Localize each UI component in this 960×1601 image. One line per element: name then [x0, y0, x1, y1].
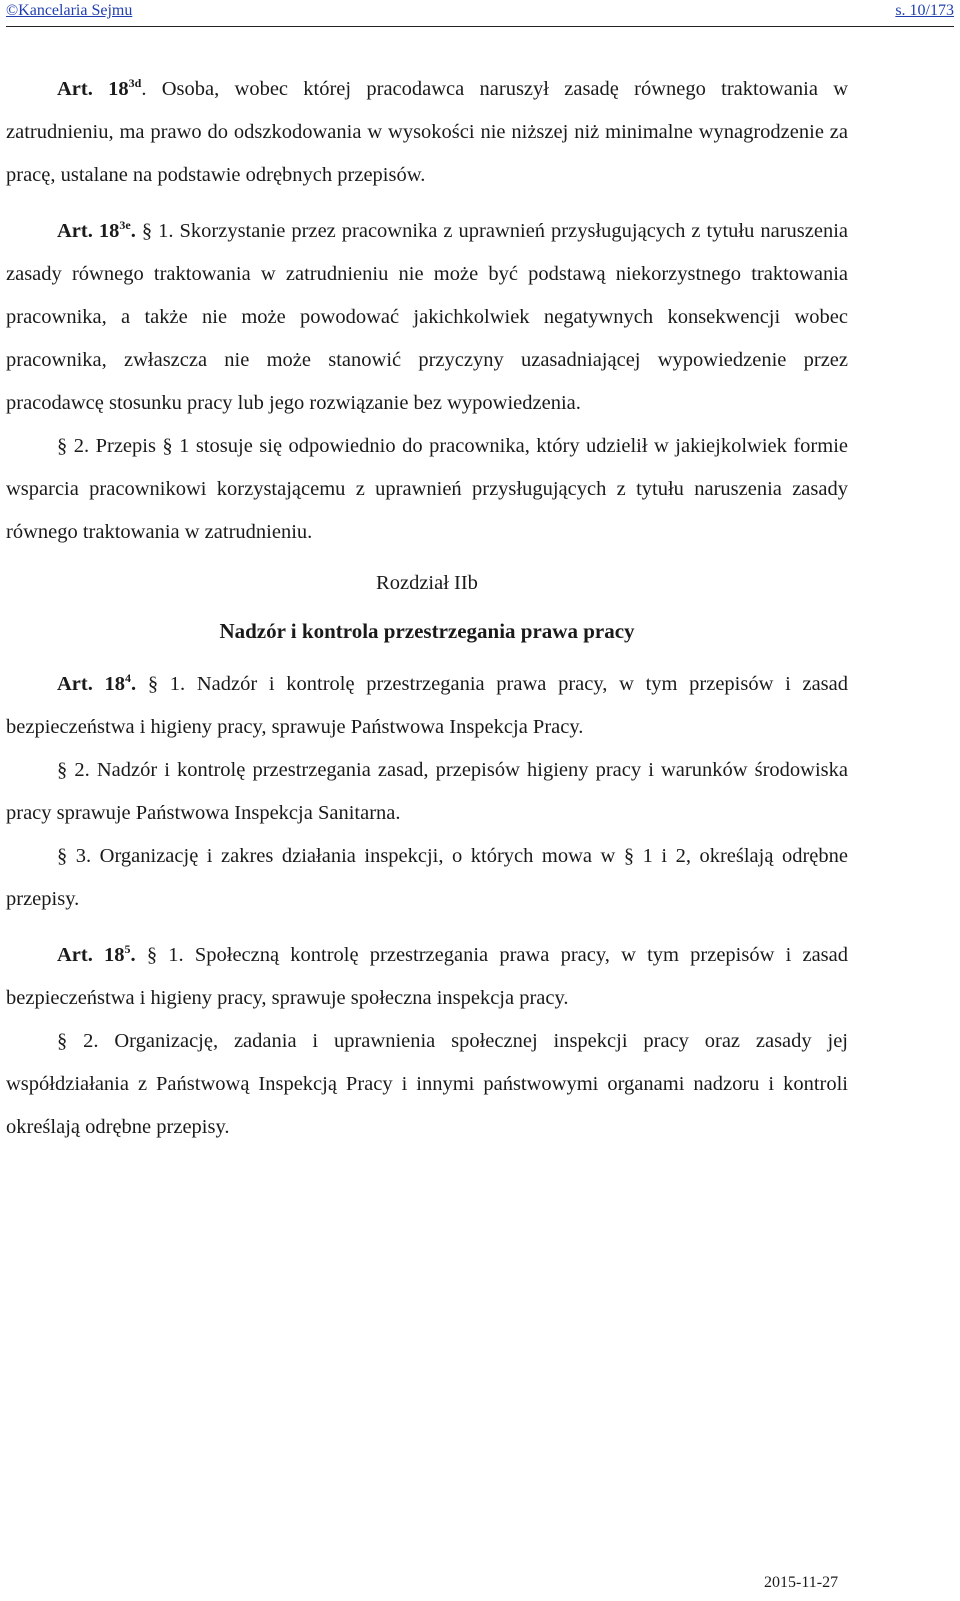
paragraph-text: § 1. Skorzystanie przez pracownika z uprawnień przysługujących z tytułu naruszenia zasady równego traktowania w zatrudnieniu nie może być podstawą niekorzystnego traktowania pracownika, a także nie może powodować jakichkolwiek negatywnych konsekwencji wobec pracownika, zwłaszcza nie może stanowić przyczyny uzasadniającej wypowiedzenie przez pracodawcę stosunku pracy lub jego rozwiązanie bez wypowiedzenia. [6, 220, 849, 414]
article-label: Art. $18^{3d}$ [57, 76, 142, 100]
chapter-label: Rozdział IIb [376, 572, 478, 594]
article-18-4-par3: § 3. Organizację i zakres działania inspekcji, o których mowa w § 1 i 2, określają odrębne przepisy. [6, 845, 848, 910]
page-number-link[interactable]: s. 10/173 [895, 2, 954, 19]
paragraph-text: § 1. Społeczną kontrolę przestrzegania prawa pracy, w tym przepisów i zasad bezpieczeństwa i higieny pracy, sprawuje społeczna inspekcja pracy. [6, 944, 848, 1009]
article-label: Art. $18^4$. [57, 671, 137, 695]
article-18-4-par1 [6, 663, 848, 749]
page-header [6, 0, 954, 27]
article-18-3e-par2: § 2. Przepis § 1 stosuje się odpowiednio do pracownika, który udzielił w jakiejkolwiek formie wsparcia pracownikowi korzystającemu z uprawnień przysługujących z tytułu naruszenia zasady równego traktowania w zatrudnieniu. [6, 435, 848, 543]
paragraph-text: § 1. Nadzór i kontrolę przestrzegania prawa pracy, w tym przepisów i zasad bezpieczeństwa i higieny pracy, sprawuje Państwowa Inspekcja Pracy. [6, 673, 848, 738]
article-18-3e-par1 [6, 210, 848, 425]
source-link[interactable]: ©Kancelaria Sejmu [6, 2, 133, 19]
article-18-5-par2: § 2. Organizację, zadania i uprawnienia społecznej inspekcji pracy oraz zasady jej współdziałania z Państwową Inspekcją Pracy i innymi państwowymi organami nadzoru i kontroli określają odrębne przepisy. [6, 1030, 848, 1138]
article-label: Art. $18^{3e}$. [57, 218, 136, 242]
article-text: . Osoba, wobec której pracodawca naruszył zasadę równego traktowania w zatrudnieniu, ma prawo do odszkodowania w wysokości nie niższej niż minimalne wynagrodzenie za pracę, ustalane na podstawie odrębnych przepisów. [6, 78, 848, 186]
page-footer-date: 2015-11-27 [764, 1574, 839, 1591]
article-18-5-par1 [6, 934, 848, 1020]
article-label: Art. $18^5$. [57, 942, 136, 966]
article-18-3d [6, 68, 848, 197]
chapter-title: Nadzór i kontrola przestrzegania prawa pracy [219, 619, 635, 643]
document-body [6, 68, 848, 1149]
article-18-4-par2: § 2. Nadzór i kontrolę przestrzegania zasad, przepisów higieny pracy i warunków środowiska pracy sprawuje Państwowa Inspekcja Sanitarna. [6, 759, 848, 824]
